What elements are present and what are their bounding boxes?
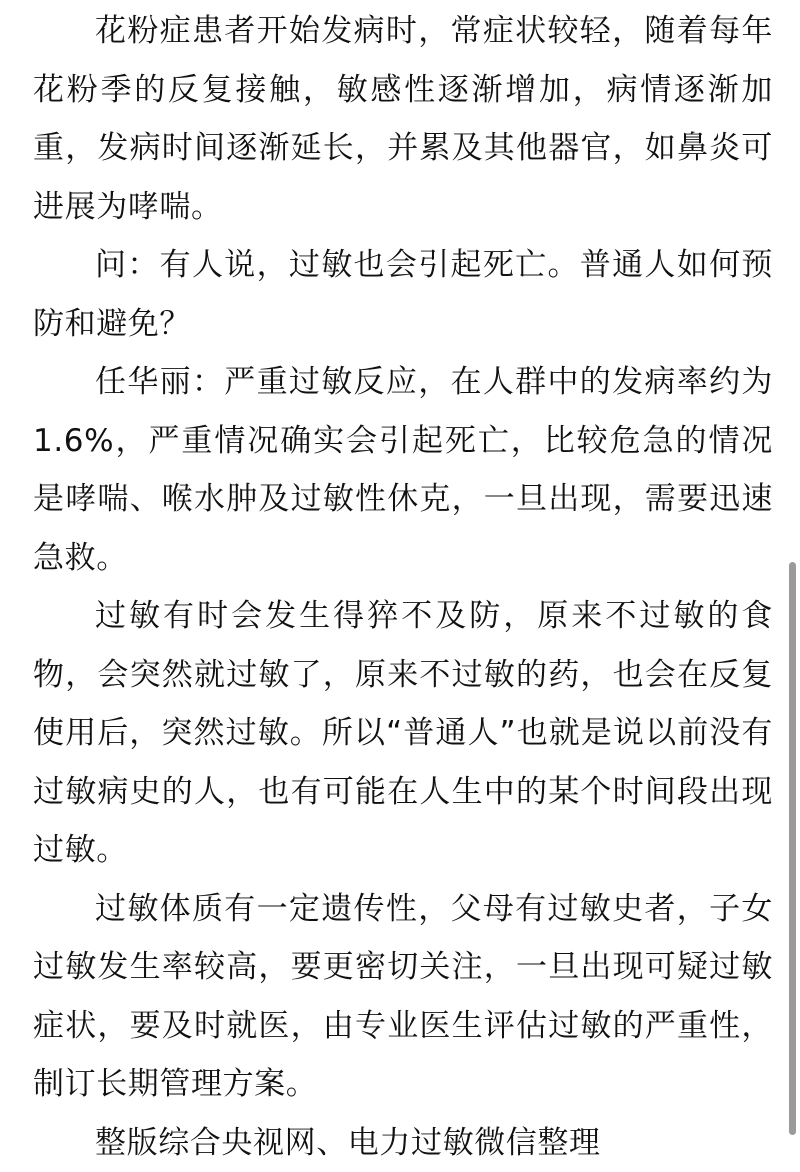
paragraph-heredity-advice: 过敏体质有一定遗传性，父母有过敏史者，子女过敏发生率较高，要更密切关注，一旦出现可疑过敏症状，要及时就医，由专业医生评估过敏的严重性，制订长期管理方案。 [33, 890, 773, 1102]
paragraph-pollen-symptoms: 花粉症患者开始发病时，常症状较轻，随着每年花粉季的反复接触，敏感性逐渐增加，病情逐渐加重，发病时间逐渐延长，并累及其他器官，如鼻炎可进展为哮喘。 [33, 13, 773, 225]
article-body [33, 2, 773, 1172]
source-note: 整版综合央视网、电力过敏微信整理 [95, 1124, 601, 1161]
paragraph-answer-ren-huali: 任华丽：严重过敏反应，在人群中的发病率约为1.6%，严重情况确实会引起死亡，比较危急的情况是哮喘、喉水肿及过敏性休克，一旦出现，需要迅速急救。 [33, 364, 773, 576]
scrollbar-thumb[interactable] [789, 562, 796, 1135]
paragraph-question: 问：有人说，过敏也会引起死亡。普通人如何预防和避免？ [33, 247, 773, 342]
vertical-scrollbar[interactable] [786, 0, 800, 1135]
paragraph-sudden-allergy: 过敏有时会发生得猝不及防，原来不过敏的食物，会突然就过敏了，原来不过敏的药，也会在反复使用后，突然过敏。所以“普通人”也就是说以前没有过敏病史的人，也有可能在人生中的某个时间段出现过敏。 [33, 598, 773, 868]
